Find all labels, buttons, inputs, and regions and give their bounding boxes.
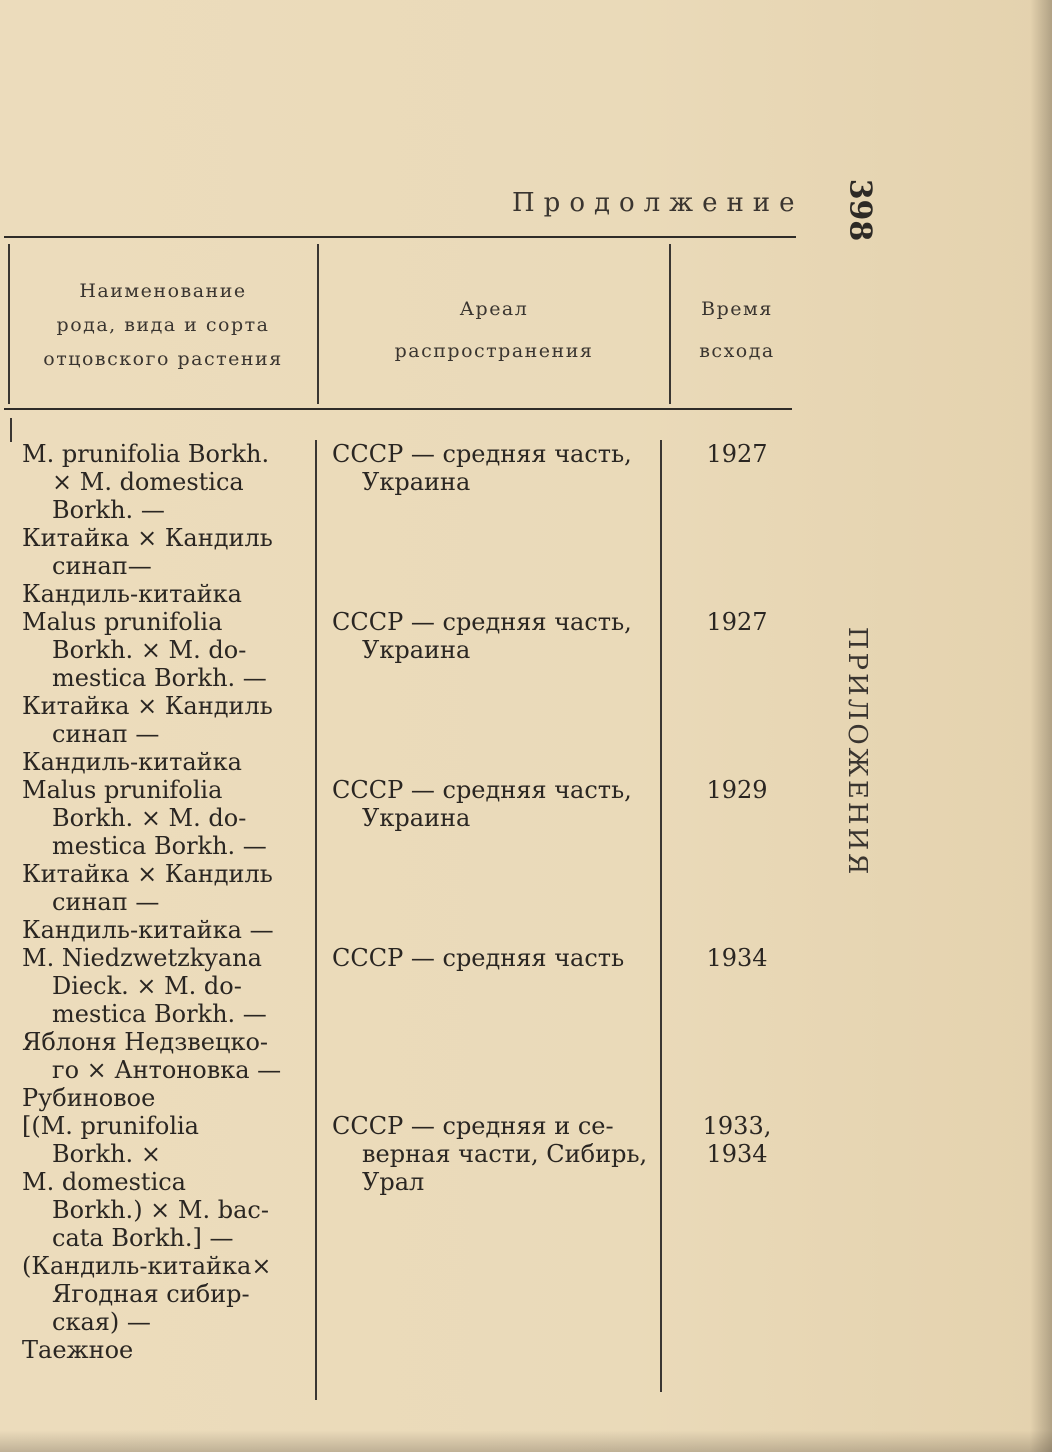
table-row-4-name (22, 944, 312, 1112)
name-line: (Кандиль-китайка× (22, 1252, 272, 1280)
area-line: Урал (362, 1168, 425, 1196)
table-top-rule (4, 236, 796, 238)
header-name (10, 274, 316, 376)
name-line: [(M. prunifolia (22, 1112, 199, 1140)
name-line: Кандиль-китайка (22, 748, 242, 776)
name-line: M. Niedzwetzkyana (22, 944, 262, 972)
column-divider (10, 418, 12, 442)
name-line: Borkh. — (52, 496, 165, 524)
name-line: Китайка × Кандиль (22, 524, 273, 552)
name-line: Borkh. × M. do- (52, 636, 247, 664)
name-line: mestica Borkh. — (52, 1000, 267, 1028)
name-line: mestica Borkh. — (52, 832, 267, 860)
name-line: Borkh. × M. do- (52, 804, 247, 832)
area-line: СССР — средняя часть, (332, 440, 632, 468)
table-row-1-year: 1927 (706, 440, 768, 468)
name-line: Borkh.) × M. bac- (52, 1196, 269, 1224)
area-line: Украина (362, 468, 471, 496)
header-year-line: Время (701, 298, 773, 320)
name-line: × M. domestica (52, 468, 244, 496)
table-row-3-area (332, 776, 662, 832)
name-line: Кандиль-китайка — (22, 916, 274, 944)
page-edge-shadow (1030, 0, 1052, 1452)
name-line: ская) — (52, 1308, 151, 1336)
column-divider (317, 244, 319, 404)
table-header-rule (4, 408, 792, 410)
name-line: Malus prunifolia (22, 608, 223, 636)
area-line: Украина (362, 636, 471, 664)
name-line: Dieck. × M. do- (52, 972, 242, 1000)
column-divider (660, 440, 662, 1392)
table-row-1-name (22, 440, 312, 608)
name-line: Рубиновое (22, 1084, 156, 1112)
table-row-3-name (22, 776, 312, 944)
table-row-1-area (332, 440, 662, 496)
area-line: СССР — средняя часть, (332, 608, 632, 636)
name-line: Таежное (22, 1336, 134, 1364)
name-line: cata Borkh.] — (52, 1224, 234, 1252)
name-line: M. prunifolia Borkh. (22, 440, 270, 468)
name-line: Borkh. × (52, 1140, 161, 1168)
area-line: СССР — средняя часть, (332, 776, 632, 804)
header-name-line: Наименование (79, 280, 247, 302)
name-line: Ягодная сибир- (52, 1280, 250, 1308)
area-line: СССР — средняя и се- (332, 1112, 614, 1140)
page-number: 398 (842, 178, 878, 242)
name-line: синап — (52, 720, 160, 748)
name-line: синап— (52, 552, 152, 580)
table-row-5-area (332, 1112, 662, 1196)
table-row-5-name (22, 1112, 312, 1364)
area-line: СССР — средняя часть (332, 944, 625, 972)
area-line: Украина (362, 804, 471, 832)
name-line: Яблоня Недзвецко- (22, 1028, 268, 1056)
name-line: Кандиль-китайка (22, 580, 242, 608)
table-row-4-year: 1934 (706, 944, 768, 972)
header-name-line: рода, вида и сорта (56, 314, 270, 336)
table-row-5-year: 1933, 1934 (702, 1112, 772, 1168)
column-divider (669, 244, 671, 404)
name-line: M. domestica (22, 1168, 186, 1196)
name-line: Китайка × Кандиль (22, 860, 273, 888)
header-area-line: распространения (394, 340, 594, 362)
continuation-label: Продолжение (512, 188, 804, 218)
column-divider (315, 440, 317, 1400)
name-line: Malus prunifolia (22, 776, 223, 804)
header-name-line: отцовского растения (43, 348, 283, 370)
area-line: верная части, Сибирь, (362, 1140, 648, 1168)
header-year (672, 288, 802, 372)
header-area-line: Ареал (459, 298, 529, 320)
name-line: Китайка × Кандиль (22, 692, 273, 720)
table-row-2-name (22, 608, 312, 776)
section-label: ПРИЛОЖЕНИЯ (842, 626, 872, 878)
table-row-4-area (332, 944, 662, 972)
header-area (320, 288, 668, 372)
table-row-3-year: 1929 (706, 776, 768, 804)
name-line: синап — (52, 888, 160, 916)
header-year-line: всхода (699, 340, 775, 362)
page-bottom-shadow (0, 1430, 1052, 1452)
table-row-2-year: 1927 (706, 608, 768, 636)
table-row-2-area (332, 608, 662, 664)
name-line: го × Антоновка — (52, 1056, 282, 1084)
name-line: mestica Borkh. — (52, 664, 267, 692)
